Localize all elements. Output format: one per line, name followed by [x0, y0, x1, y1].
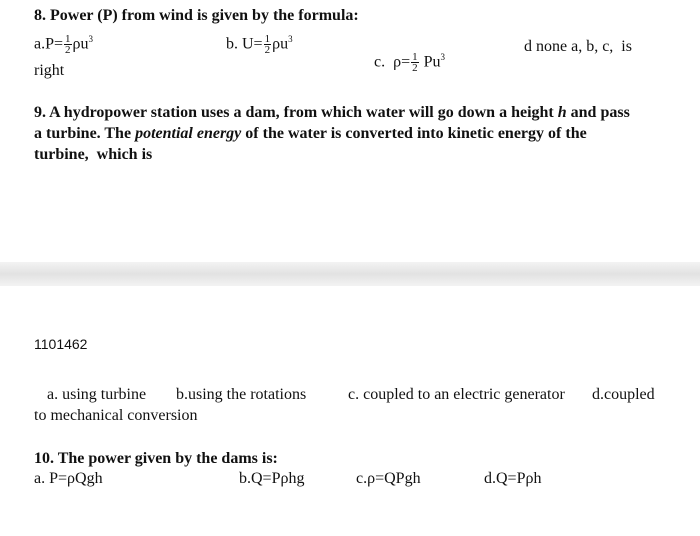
height-variable: h	[557, 104, 567, 121]
q8-option-c-suffix: Pu	[419, 53, 441, 71]
fraction-one-half: $\frac{1}{2}$	[65, 33, 71, 57]
fraction-one-half: $\frac{1}{2}$	[412, 51, 418, 75]
question-10-title: 10. The power given by the dams is:	[34, 450, 278, 467]
q8-option-b[interactable]	[226, 34, 293, 55]
page-divider	[0, 262, 700, 286]
q10-option-d[interactable]: d.Q=Pρh	[484, 470, 542, 487]
q8-option-a-prefix: a.P=	[34, 35, 64, 53]
fraction-one-half: $\frac{1}{2}$	[264, 33, 271, 57]
q9-option-c[interactable]: c. coupled to an electric generator	[348, 386, 565, 403]
q9-option-d[interactable]: d.coupled	[592, 386, 655, 403]
q8-option-a[interactable]	[34, 34, 93, 55]
q8-option-a-suffix: ρu	[72, 35, 89, 53]
q8-option-d-continuation: right	[34, 62, 65, 79]
q10-option-c[interactable]: c.ρ=QPgh	[356, 470, 421, 487]
q8-option-c-prefix: c. ρ=	[374, 53, 411, 71]
q9-option-a[interactable]: a. using turbine	[47, 386, 147, 403]
question-id: 1101462	[34, 336, 88, 352]
exponent: 3	[88, 34, 94, 44]
q8-option-c[interactable]	[366, 34, 445, 73]
potential-energy-emphasis: potential energy	[135, 125, 242, 142]
q10-option-b[interactable]: b.Q=Pρhg	[239, 470, 305, 487]
q8-option-d[interactable]: d none a, b, c, is	[524, 38, 632, 55]
exponent: 3	[440, 52, 446, 62]
question-9-line-1: 9. A hydropower station uses a dam, from which water will go down a height h and pass	[34, 104, 630, 121]
question-8-title: 8. Power (P) from wind is given by the formula:	[34, 7, 359, 24]
question-9-line-2: a turbine. The potential energy of the water is converted into kinetic energy of the	[34, 125, 587, 142]
question-9-line-3: turbine, which is	[34, 146, 153, 163]
q8-option-b-suffix: ρu	[272, 35, 289, 53]
q8-option-b-prefix: b. U=	[226, 35, 263, 53]
q9-option-d-continuation: to mechanical conversion	[34, 407, 198, 424]
exponent: 3	[288, 34, 293, 44]
q10-option-a[interactable]: a. P=ρQgh	[34, 470, 103, 487]
q9-option-b[interactable]: b.using the rotations	[176, 386, 307, 403]
